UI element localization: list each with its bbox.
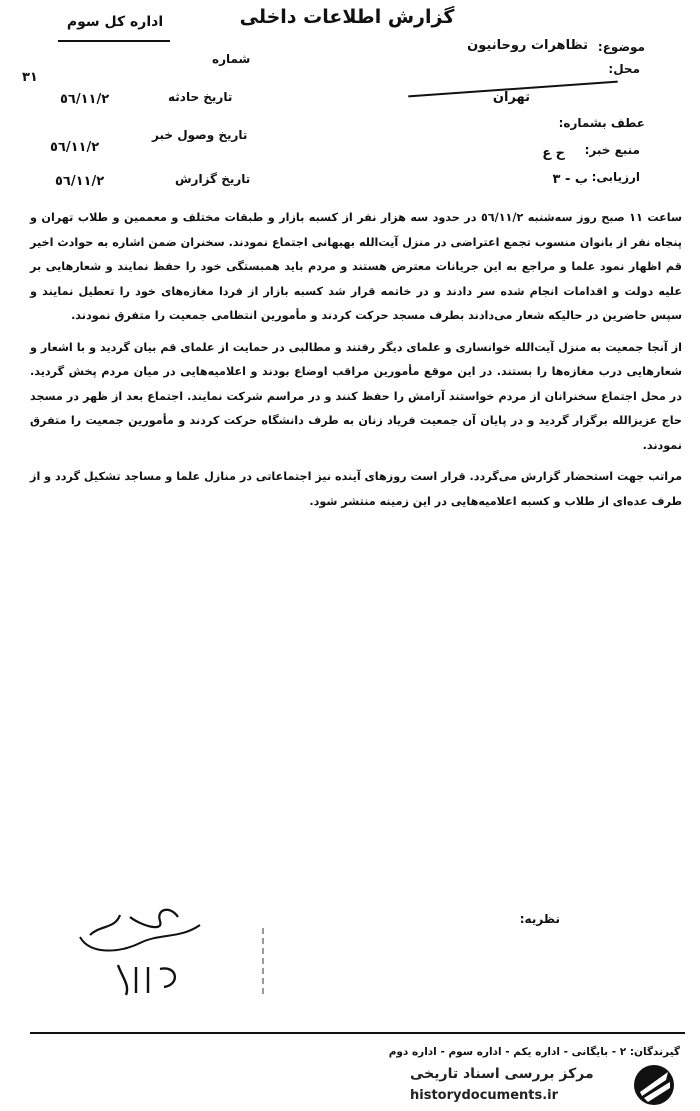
evaluation-label: ارزیابی:: [591, 170, 640, 184]
department-name: اداره کل سوم: [66, 14, 164, 30]
report-date-value: ٥٦/١١/٢: [55, 174, 105, 189]
source-label: منبع خبر:: [584, 143, 640, 157]
redacted-area: [262, 928, 414, 994]
subject-label: موضوع:: [597, 40, 645, 54]
receipt-date-label: تاریخ وصول خبر: [152, 128, 248, 142]
report-title: گزارش اطلاعات داخلی: [239, 6, 455, 28]
watermark-url: historydocuments.ir: [410, 1088, 559, 1103]
handwritten-signature: [60, 895, 220, 1005]
footer-divider: [30, 1032, 685, 1034]
body-paragraph-3: مراتب جهت استحضار گزارش می‌گردد. قرار است روزهای آینده نیز اجتماعاتی در منازل علما و مساجد تشکیل گردد و از طرف عده‌ای از طلاب و کسبه اعلامیه‌هایی در این زمینه منتشر شود.: [30, 470, 682, 508]
notes-label: نظریه:: [519, 912, 560, 926]
receipt-date-value: ٥٦/١١/٢: [50, 140, 100, 155]
subject-value: تظاهرات روحانیون: [467, 38, 588, 53]
evaluation-value: ب - ٣: [552, 172, 588, 187]
number-label: شماره: [212, 52, 251, 66]
place-label: محل:: [608, 62, 640, 76]
body-paragraph-1: ساعت ١١ صبح روز سه‌شنبه ٥٦/١١/٢ در حدود سه هزار نفر از کسبه بازار و طبقات مختلف و معممین و طلاب تهران و پنجاه نفر از بانوان منسوب تجمع اعتراضی در منزل آیت‌الله بهبهانی اجتماع نمودند. سخنران ضمن اشاره به حوادث اخیر قم اظهار نمود علما و مراجع به این جریانات معترض هستند و مردم باید همبستگی خود را حفظ نمایند و شعارهایی بر علیه دولت و اقدامات انجام شده سر دادند و در خاتمه قرار شد کسبه بازار از فردا مغازه‌های خود را تعطیل نمایند و سپس حاضرین در حالیکه شعار می‌دادند بطرف مسجد حرکت کردند و مأمورین انتظامی جمعیت را متفرق نمودند.: [30, 211, 683, 322]
place-value: تهران: [492, 90, 530, 105]
number-value: ٣١: [22, 70, 38, 85]
recipients-line: گیرندگان: ٢ - بایگانی - اداره یکم - اداره سوم - اداره دوم: [388, 1046, 680, 1058]
department-underline: [58, 40, 170, 42]
report-date-label: تاریخ گزارش: [175, 172, 251, 186]
watermark-name: مرکز بررسی اسناد تاریخی: [410, 1066, 594, 1082]
report-body: [30, 206, 682, 514]
event-date-value: ٥٦/١١/٢: [60, 92, 110, 107]
source-value: ح ع: [542, 146, 565, 161]
archive-logo-icon: [630, 1062, 682, 1108]
attach-label: عطف بشماره:: [558, 116, 645, 130]
event-date-label: تاریخ حادثه: [168, 90, 233, 104]
body-paragraph-2: از آنجا جمعیت به منزل آیت‌الله خوانساری و علمای دیگر رفتند و مطالبی در حمایت از علمای قم بیان گردید و با اشعار و شعارهایی درب مغازه‌ها را بستند. در این موقع مأمورین مراقب اوضاع بودند و اعلامیه‌هایی در میان مردم پخش گردید. در محل اجتماع سخنرانان از مردم خواستند آرامش را حفظ کنند و در مراسم شرکت نمایند. اجتماع بعد از ظهر در مسجد حاج عزیزالله برگزار گردید و در پایان آن جمعیت فریاد زنان به طرف دانشگاه حرکت کردند و مأمورین جمعیت را متفرق نمودند.: [30, 340, 682, 452]
